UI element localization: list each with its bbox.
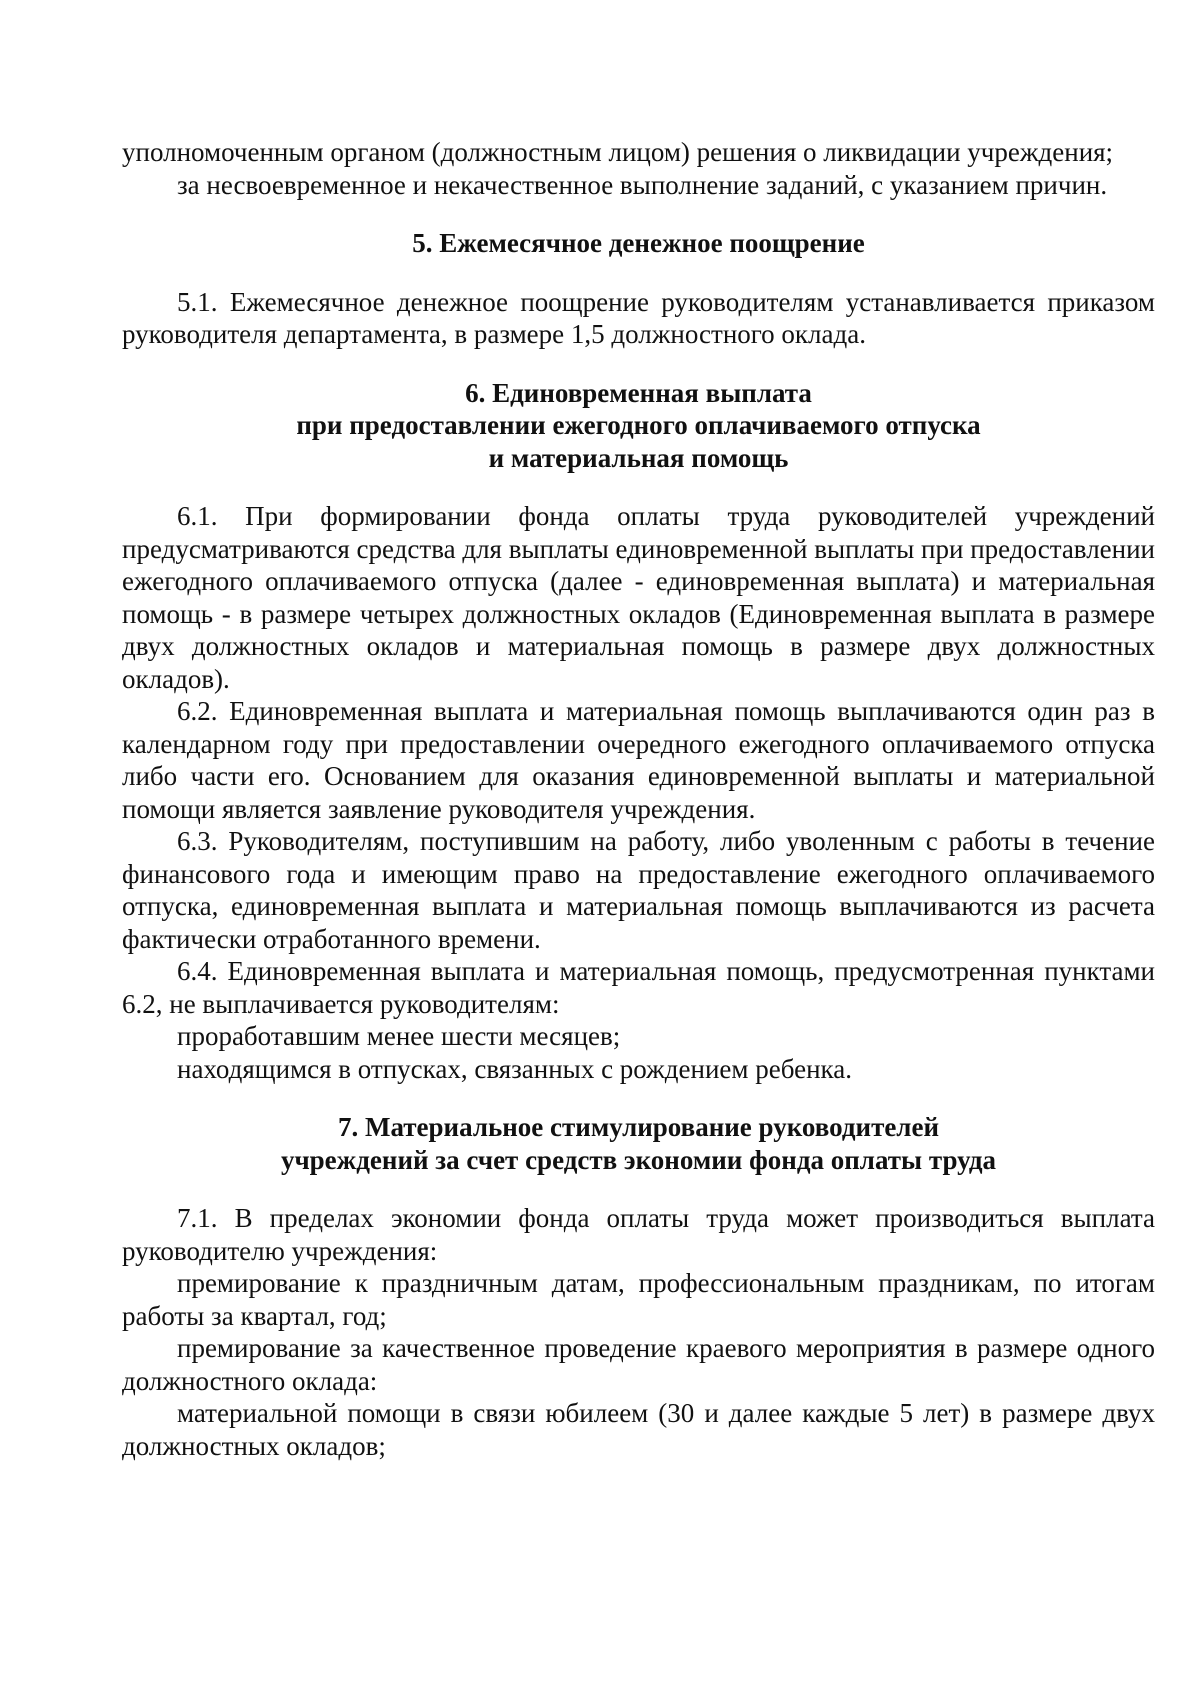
section-6-heading-line-2: при предоставлении ежегодного оплачиваемого отпуска [296, 410, 981, 440]
section-6-heading-line-1: 6. Единовременная выплата [465, 377, 812, 408]
paragraph-7-1-item-3: материальной помощи в связи юбилеем (30 и далее каждые 5 лет) в размере двух должностных окладов; [122, 1398, 1155, 1461]
section-7-heading [122, 1111, 1155, 1176]
paragraph-7-1: 7.1. В пределах экономии фонда оплаты труда может производиться выплата руководителю учреждения: [122, 1203, 1155, 1266]
paragraph-7-1-item-2: премирование за качественное проведение краевого мероприятия в размере одного должностного оклада: [122, 1333, 1155, 1396]
paragraph-6-4-item-2: находящимся в отпусках, связанных с рождением ребенка. [177, 1053, 852, 1084]
section-6-heading-line-3: и материальная помощь [488, 442, 789, 473]
paragraph-liquidation: уполномоченным органом (должностным лицом) решения о ликвидации учреждения; [122, 137, 1114, 167]
paragraph-7-1-item-1: премирование к праздничным датам, профессиональным праздникам, по итогам работы за квартал, год; [122, 1268, 1155, 1331]
section-5-heading-line: 5. Ежемесячное денежное поощрение [412, 228, 865, 258]
paragraph-5-1: 5.1. Ежемесячное денежное поощрение руководителям устанавливается приказом руководителя департамента, в размере 1,5 должностного оклада. [122, 286, 1155, 349]
section-7-heading-line-2: учреждений за счет средств экономии фонда оплаты труда [280, 1144, 997, 1175]
paragraph-6-3: 6.3. Руководителям, поступившим на работу, либо уволенным с работы в течение финансового года и имеющим право на предоставление ежегодного оплачиваемого отпуска, единовременная выплата и материальная помощь выплачиваются из расчета фактически отработанного времени. [122, 826, 1155, 954]
section-5-heading [122, 227, 1155, 260]
paragraph-6-2: 6.2. Единовременная выплата и материальная помощь выплачиваются один раз в календарном году при предоставлении очередного ежегодного оплачиваемого отпуска либо части его. Основанием для оказания единовременной выплаты и материальной помощи является заявление руководителя учреждения. [122, 696, 1155, 824]
paragraph-untimely-tasks: за несвоевременное и некачественное выполнение заданий, с указанием причин. [177, 169, 1108, 200]
section-7-heading-line-1: 7. Материальное стимулирование руководителей [337, 1112, 939, 1142]
paragraph-6-4: 6.4. Единовременная выплата и материальная помощь, предусмотренная пунктами 6.2, не выплачивается руководителям: [122, 956, 1155, 1019]
paragraph-6-4-item-1: проработавшим менее шести месяцев; [177, 1021, 621, 1051]
paragraph-6-1: 6.1. При формировании фонда оплаты труда руководителей учреждений предусматриваются средства для выплаты единовременной выплаты при предоставлении ежегодного оплачиваемого отпуска (далее - единовременная выплата) и материальная помощь - в размере четырех должностных окладов (Единовременная выплата в размере двух должностных окладов и материальная помощь в размере двух должностных окладов). [122, 501, 1155, 694]
document-page [122, 136, 1155, 1462]
section-6-heading [122, 377, 1155, 475]
